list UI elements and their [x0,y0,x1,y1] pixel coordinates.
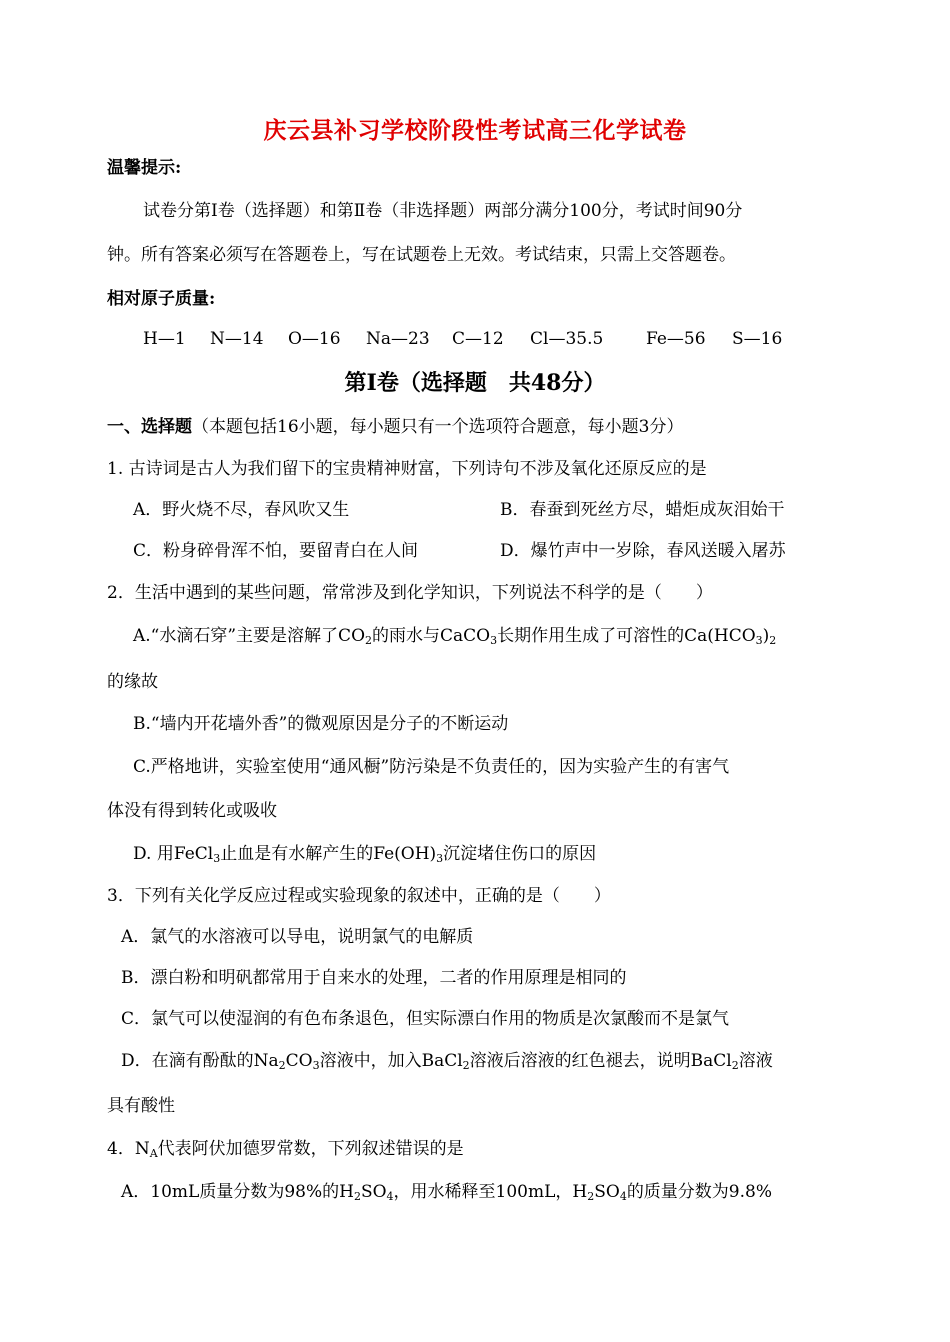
text-run: ，用水稀释至100mL，H [393,1182,588,1202]
atomic-mass-item: S—16 [732,329,783,349]
question-2-option-c: C.严格地讲，实验室使用“通风橱”防污染是不负责任的，因为实验产生的有害气 [133,757,730,777]
atomic-mass-item: O—16 [288,329,341,349]
question-4-option-a [121,1180,772,1204]
question-2-stem: 2．生活中遇到的某些问题，常常涉及到化学知识，下列说法不科学的是（ ） [107,583,713,603]
text-run: A.“水滴石穿”主要是溶解了CO [133,626,366,646]
text-run: 代表阿伏加德罗常数，下列叙述错误的是 [157,1139,464,1159]
subscript: 2 [462,1059,470,1072]
section-1-title: 第Ⅰ卷（选择题 共48分） [344,370,606,396]
text-run: 沉淀堵住伤口的原因 [443,844,597,864]
question-1-option-c: C．粉身碎骨浑不怕，要留青白在人间 [133,541,419,561]
part-1-heading: 一、选择题 [107,417,192,437]
text-run: 止血是有水解产生的Fe(OH) [220,844,437,864]
text-run: D．在滴有酚酞的Na [121,1051,279,1071]
text-run: 的雨水与CaCO [372,626,491,646]
question-3-option-d-continued: 具有酸性 [107,1096,175,1116]
text-run: 的质量分数为9.8% [626,1182,773,1202]
question-1-option-a: A．野火烧不尽，春风吹又生 [133,500,350,520]
subscript: 2 [769,634,777,647]
notice-line-1: 试卷分第Ⅰ卷（选择题）和第Ⅱ卷（非选择题）两部分满分100分，考试时间90分 [143,201,743,221]
text-run: 溶液 [738,1051,773,1071]
question-3-stem: 3．下列有关化学反应过程或实验现象的叙述中，正确的是（ ） [107,886,611,906]
question-2-option-a [133,624,776,648]
atomic-mass-item: Na—23 [366,329,430,349]
subscript: 3 [755,634,763,647]
question-2-option-a-continued: 的缘故 [107,672,158,692]
part-1-heading-line [107,415,683,439]
question-3-option-d [121,1049,773,1073]
atomic-mass-item: N—14 [210,329,264,349]
question-1-stem: 1. 古诗词是古人为我们留下的宝贵精神财富，下列诗句不涉及氧化还原反应的是 [107,459,707,479]
subscript: 2 [731,1059,739,1072]
text-run: A．10mL质量分数为98%的H [121,1182,354,1202]
text-run: SO [594,1182,620,1202]
subscript: 2 [278,1059,286,1072]
atomic-mass-item: Fe—56 [646,329,706,349]
subscript: 3 [490,634,498,647]
part-1-description: （本题包括16小题，每小题只有一个选项符合题意，每小题3分） [192,417,684,437]
subscript: 3 [312,1059,320,1072]
question-2-option-d [133,842,596,866]
question-1-option-b: B．春蚕到死丝方尽，蜡炬成灰泪始干 [500,500,785,520]
question-4-stem [107,1137,464,1161]
question-3-option-c: C．氯气可以使湿润的有色布条退色，但实际漂白作用的物质是次氯酸而不是氯气 [121,1009,730,1029]
question-2-option-b: B.“墙内开花墙外香”的微观原因是分子的不断运动 [133,714,509,734]
question-3-option-a: A．氯气的水溶液可以导电，说明氯气的电解质 [121,927,474,947]
subscript: A [149,1147,158,1160]
subscript: 3 [213,852,221,865]
atomic-mass-item: H—1 [143,329,186,349]
subscript: 2 [353,1190,361,1203]
text-run: D. 用FeCl [133,844,214,864]
notice-line-2: 钟。所有答案必须写在答题卷上，写在试题卷上无效。考试结束，只需上交答题卷。 [107,245,736,265]
text-run: 长期作用生成了可溶性的Ca(HCO [497,626,756,646]
subscript: 2 [587,1190,595,1203]
atomic-mass-item: C—12 [452,329,504,349]
subscript: 3 [436,852,444,865]
subscript: 4 [619,1190,627,1203]
question-1-option-d: D．爆竹声中一岁除，春风送暖入屠苏 [500,541,786,561]
text-run: ) [762,626,770,646]
text-run: 溶液后溶液的红色褪去，说明BaCl [469,1051,732,1071]
subscript: 4 [386,1190,394,1203]
question-3-option-b: B．漂白粉和明矾都常用于自来水的处理，二者的作用原理是相同的 [121,968,627,988]
text-run: CO [285,1051,313,1071]
atomic-mass-heading: 相对原子质量: [107,289,216,309]
text-run: 4．N [107,1139,150,1159]
text-run: SO [360,1182,387,1202]
question-2-option-c-continued: 体没有得到转化或吸收 [107,801,277,821]
text-run: 溶液中，加入BaCl [319,1051,463,1071]
notice-heading: 温馨提示: [107,158,182,178]
exam-title: 庆云县补习学校阶段性考试高三化学试卷 [263,117,687,144]
subscript: 2 [365,634,373,647]
atomic-mass-item: Cl—35.5 [530,329,604,349]
